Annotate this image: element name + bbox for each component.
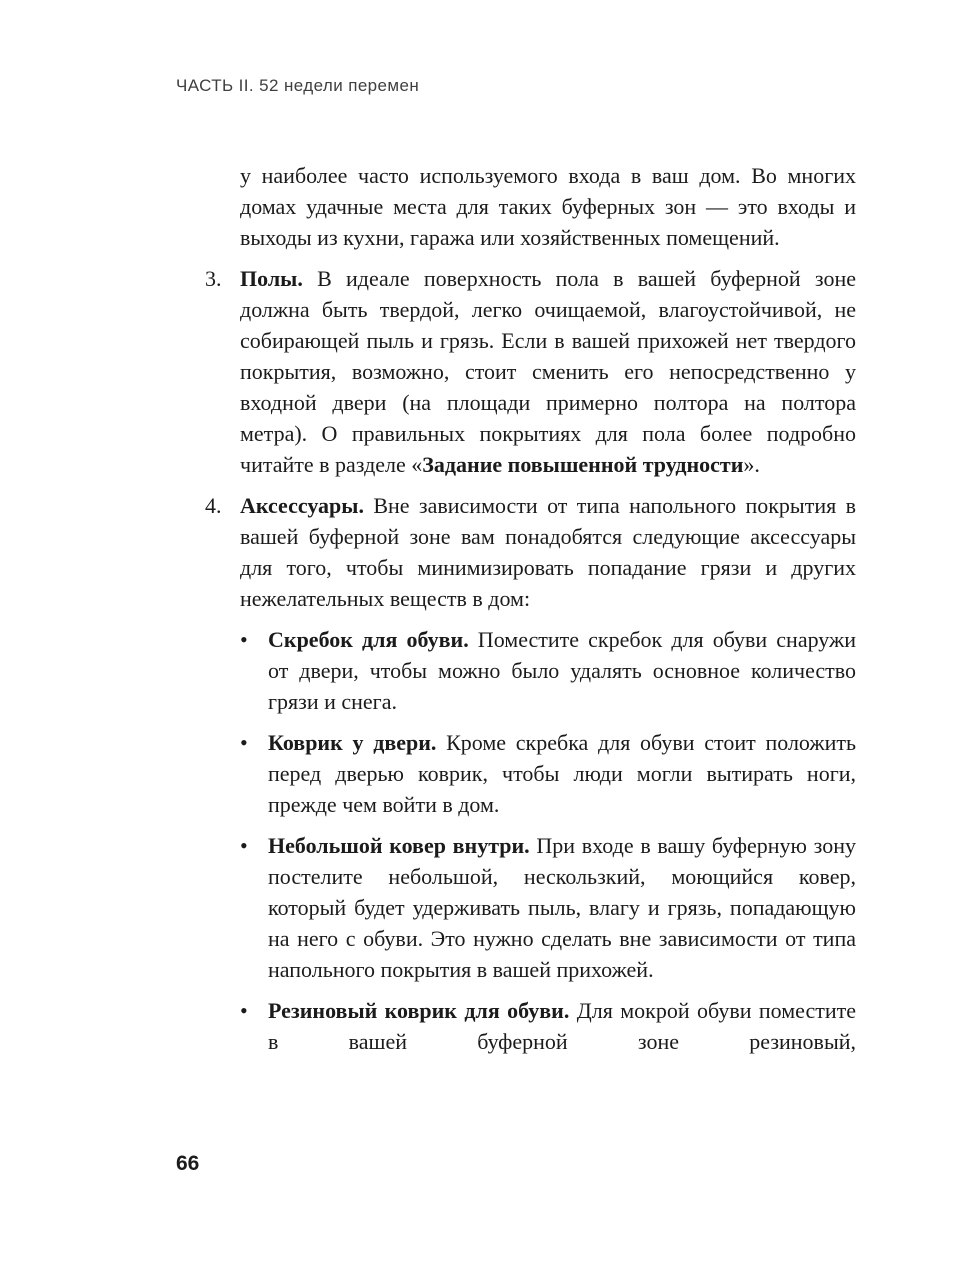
bullet-item-scraper xyxy=(240,624,856,717)
page-number: 66 xyxy=(176,1152,200,1175)
item-number: 4. xyxy=(205,493,222,518)
bullet-text: Небольшой ковер внутри. При входе в вашу буферную зону постелите небольшой, нескользкий, моющийся ковер, который будет удерживать пыль, влагу и грязь, попадающую на него с обуви. Это нужно сделать вне зависимости от типа напольного покрытия в вашей прихожей. xyxy=(268,833,856,982)
bullet-marker: • xyxy=(240,998,248,1023)
running-head: ЧАСТЬ II. 52 недели перемен xyxy=(176,76,420,95)
numbered-item-4 xyxy=(205,490,856,614)
item-text: Аксессуары. Вне зависимости от типа напольного покрытия в вашей буферной зоне вам понадобятся следующие аксессуары для того, чтобы минимизировать попадание грязи и других нежелательных веществ в дом: xyxy=(240,493,856,611)
bullet-item-rubber-mat xyxy=(240,995,856,1057)
item-text: Полы. В идеале поверхность пола в вашей буферной зоне должна быть твердой, легко очищаемой, влагоустойчивой, не собирающей пыль и грязь. Если в вашей прихожей нет твердого покрытия, возможно, стоит сменить его непосредственно у входной двери (на площади примерно полтора на полтора метра). О правильных покрытиях для пола более подробно читайте в разделе «Задание повышенной трудности». xyxy=(240,266,856,477)
text-block xyxy=(205,138,856,1057)
item-number: 3. xyxy=(205,266,222,291)
bullet-text: Коврик у двери. Кроме скребка для обуви стоит положить перед дверью коврик, чтобы люди могли вытирать ноги, прежде чем войти в дом. xyxy=(268,730,856,817)
bullet-text: Скребок для обуви. Поместите скребок для обуви снаружи от двери, чтобы можно было удалять основное количество грязи и снега. xyxy=(268,627,856,714)
bullet-marker: • xyxy=(240,627,248,652)
bullet-marker: • xyxy=(240,730,248,755)
bullet-marker: • xyxy=(240,833,248,858)
bullet-item-doormat xyxy=(240,727,856,820)
bullet-text: Резиновый коврик для обуви. Для мокрой обуви поместите в вашей буферной зоне резиновый, xyxy=(268,998,856,1054)
bullet-list xyxy=(240,624,856,1057)
bullet-item-inner-rug xyxy=(240,830,856,985)
numbered-item-3 xyxy=(205,263,856,480)
intro-paragraph: у наиболее часто используемого входа в ваш дом. Во многих домах удачные места для таких буферных зон — это входы и выходы из кухни, гаража или хозяйственных помещений. xyxy=(240,163,856,250)
